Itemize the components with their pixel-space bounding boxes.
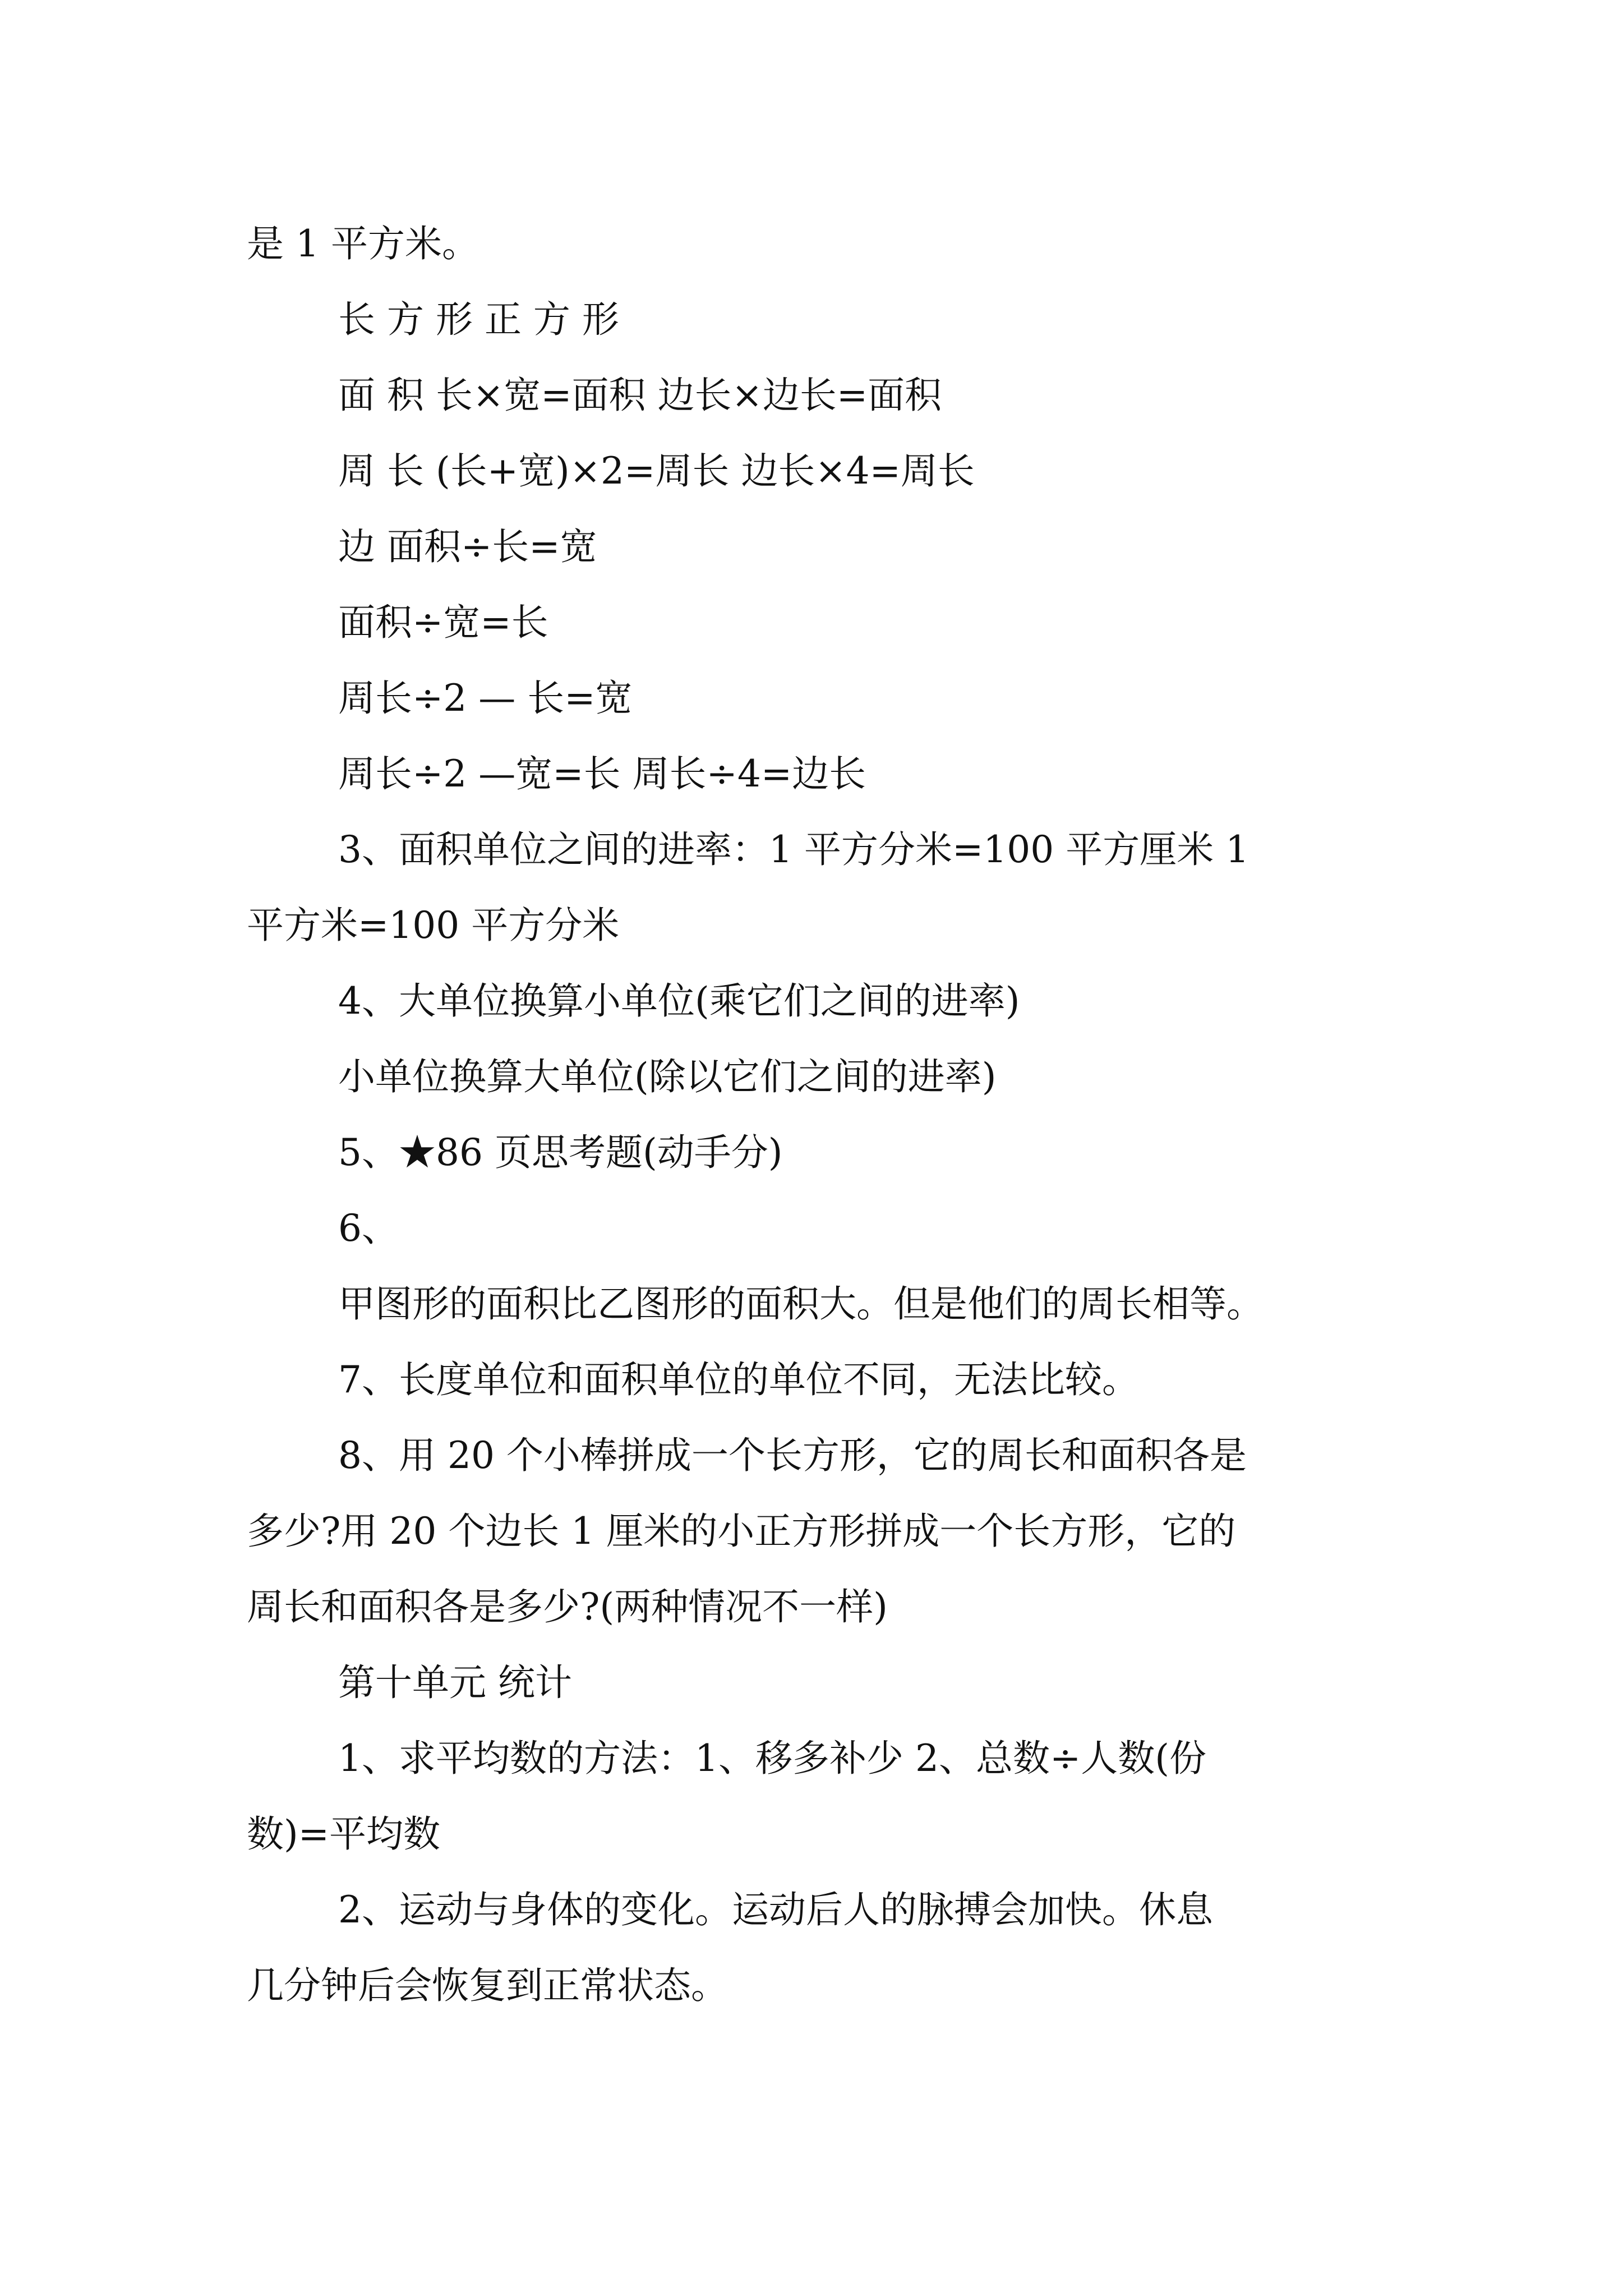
text-line: 8、用 20 个小棒拼成一个长方形，它的周长和面积各是	[338, 1434, 1247, 1477]
text-line: 7、长度单位和面积单位的单位不同，无法比较。	[338, 1358, 1139, 1401]
text-line: 1、求平均数的方法：1、移多补少 2、总数÷人数(份	[338, 1737, 1207, 1780]
text-line: 平方米=100 平方分米	[247, 904, 620, 947]
text-line: 4、大单位换算小单位(乘它们之间的进率)	[338, 979, 1020, 1023]
text-line: 2、运动与身体的变化。运动后人的脉搏会加快。休息	[338, 1888, 1213, 1931]
text-line: 3、面积单位之间的进率：1 平方分米=100 平方厘米 1	[338, 828, 1249, 871]
text-line: 5、★86 页思考题(动手分)	[338, 1131, 783, 1174]
text-line: 甲图形的面积比乙图形的面积大。但是他们的周长相等。	[338, 1282, 1264, 1326]
text-line: 面 积 长×宽=面积 边长×边长=面积	[338, 374, 942, 417]
text-line: 是 1 平方米。	[247, 222, 479, 265]
text-line: 面积÷宽=长	[338, 601, 548, 644]
text-line: 小单位换算大单位(除以它们之间的进率)	[338, 1055, 997, 1098]
text-line: 周长÷2 — 长=宽	[338, 677, 633, 720]
text-line: 周长和面积各是多少?(两种情况不一样)	[247, 1585, 888, 1628]
text-line: 周长÷2 —宽=长 周长÷4=边长	[338, 752, 866, 795]
section-heading: 第十单元 统计	[338, 1661, 572, 1704]
text-line: 边 面积÷长=宽	[338, 525, 597, 568]
text-line: 多少?用 20 个边长 1 厘米的小正方形拼成一个长方形，它的	[247, 1510, 1236, 1553]
text-line: 周 长 (长+宽)×2=周长 边长×4=周长	[338, 449, 975, 493]
text-line: 6、	[338, 1207, 399, 1250]
text-line: 数)=平均数	[247, 1812, 441, 1856]
text-line: 长 方 形 正 方 形	[338, 298, 619, 341]
text-line: 几分钟后会恢复到正常状态。	[247, 1964, 728, 2007]
